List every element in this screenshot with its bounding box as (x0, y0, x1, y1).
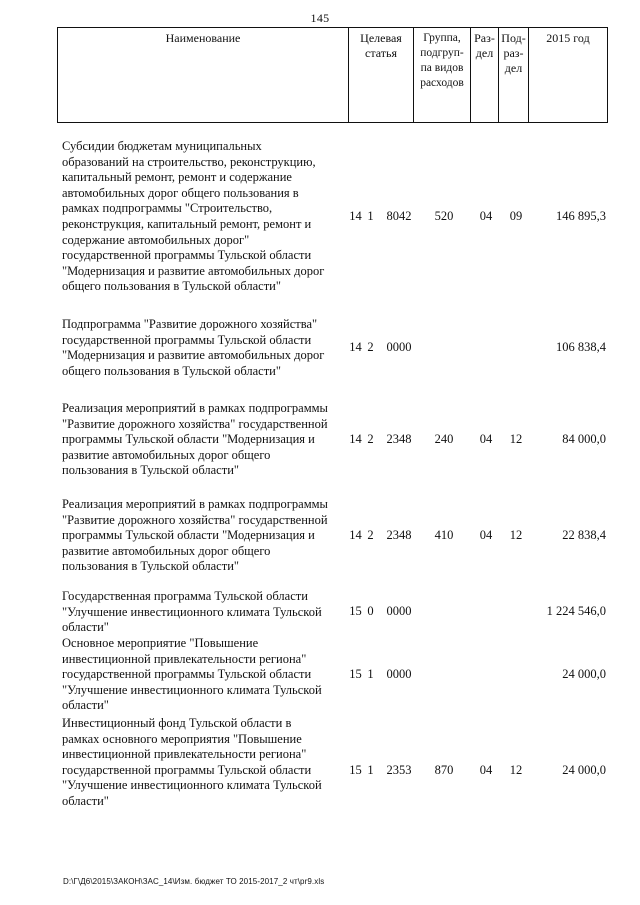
header-name: Наименование (165, 31, 241, 45)
row-amount: 1 224 546,0 (546, 604, 606, 618)
row-section: 04 (479, 528, 493, 542)
file-path-footer: D:\Г\Д6\2015\ЗАКОН\ЗАС_14\Изм. бюджет ТО 2015-2017_2 чт\pr9.xls (63, 877, 325, 886)
row-amount: 24 000,0 (562, 667, 606, 681)
row-code: 8042 (386, 209, 412, 223)
row-program: 15 (349, 667, 362, 681)
row-subprogram: 2 (367, 432, 374, 446)
row-subsection: 12 (509, 432, 523, 446)
row-code: 2348 (386, 528, 412, 542)
row-amount: 146 895,3 (556, 209, 606, 223)
row-subprogram: 1 (367, 667, 374, 681)
row-subprogram: 1 (367, 763, 374, 777)
row-name: Государственная программа Тульской области "Улучшение инвестиционного климата Тульской области" (62, 589, 322, 635)
row-amount: 22 838,4 (562, 528, 606, 542)
header-year: 2015 год (546, 31, 590, 45)
row-name: Реализация мероприятий в рамках подпрограммы "Развитие дорожного хозяйства" государственной программы Тульской области "Модернизация и развитие автомобильных дорог общего пользования в Тульской области" (62, 497, 328, 574)
header-group: Группа, подгруп- па видов расходов (420, 32, 464, 89)
row-program: 14 (349, 209, 362, 223)
row-name: Основное мероприятие "Повышение инвестиционной привлекательности региона" государственной программы Тульской области "Улучшение инвестиционного климата Тульской области" (62, 636, 322, 713)
row-group: 870 (434, 763, 454, 777)
row-code: 0000 (386, 604, 412, 618)
row-name: Подпрограмма "Развитие дорожного хозяйства" государственной программы Тульской области "Модернизация и развитие автомобильных дорог общего пользования в Тульской области" (62, 317, 325, 378)
row-program: 15 (349, 604, 362, 618)
row-program: 14 (349, 432, 362, 446)
row-amount: 84 000,0 (562, 432, 606, 446)
header-section: Раз- дел (474, 31, 495, 60)
row-group: 240 (434, 432, 454, 446)
header-subsection-cell (498, 28, 528, 122)
page-number: 145 (310, 11, 330, 25)
row-section: 04 (479, 763, 493, 777)
row-program: 14 (349, 528, 362, 542)
row-name: Инвестиционный фонд Тульской области в рамках основного мероприятия "Повышение инвестиционной привлекательности региона" государственной программы Тульской области "Улучшение инвестиционного климата Тульской области" (62, 716, 322, 808)
row-subprogram: 2 (367, 528, 374, 542)
header-target-cell (348, 28, 413, 122)
row-code: 0000 (386, 340, 412, 354)
row-program: 15 (349, 763, 362, 777)
row-group: 520 (434, 209, 454, 223)
row-subsection: 12 (509, 528, 523, 542)
row-amount: 24 000,0 (562, 763, 606, 777)
row-group: 410 (434, 528, 454, 542)
row-name: Субсидии бюджетам муниципальных образований на строительство, реконструкцию, капитальный ремонт, ремонт и содержание автомобильных дорог общего пользования в рамках подпрограммы "Строительство, реконструкция, капитальный ремонт, ремонт и содержание автомобильных дорог" государственной программы Тульской области "Модернизация и развитие автомобильных дорог общего пользования в Тульской области" (62, 139, 325, 294)
row-code: 0000 (386, 667, 412, 681)
row-subprogram: 0 (367, 604, 374, 618)
header-subsection: Под- раз- дел (501, 31, 526, 75)
table-header (57, 27, 608, 123)
header-name-cell (58, 28, 348, 122)
header-section-cell (470, 28, 498, 122)
header-year-cell (528, 28, 607, 122)
row-subsection: 12 (509, 763, 523, 777)
header-target: Целевая статья (360, 31, 402, 60)
row-subprogram: 2 (367, 340, 374, 354)
row-section: 04 (479, 209, 493, 223)
row-subsection: 09 (509, 209, 523, 223)
row-code: 2348 (386, 432, 412, 446)
row-program: 14 (349, 340, 362, 354)
row-amount: 106 838,4 (556, 340, 606, 354)
header-group-cell (413, 28, 470, 122)
row-subprogram: 1 (367, 209, 374, 223)
row-section: 04 (479, 432, 493, 446)
row-code: 2353 (386, 763, 412, 777)
row-name: Реализация мероприятий в рамках подпрограммы "Развитие дорожного хозяйства" государственной программы Тульской области "Модернизация и развитие автомобильных дорог общего пользования в Тульской области" (62, 401, 328, 478)
